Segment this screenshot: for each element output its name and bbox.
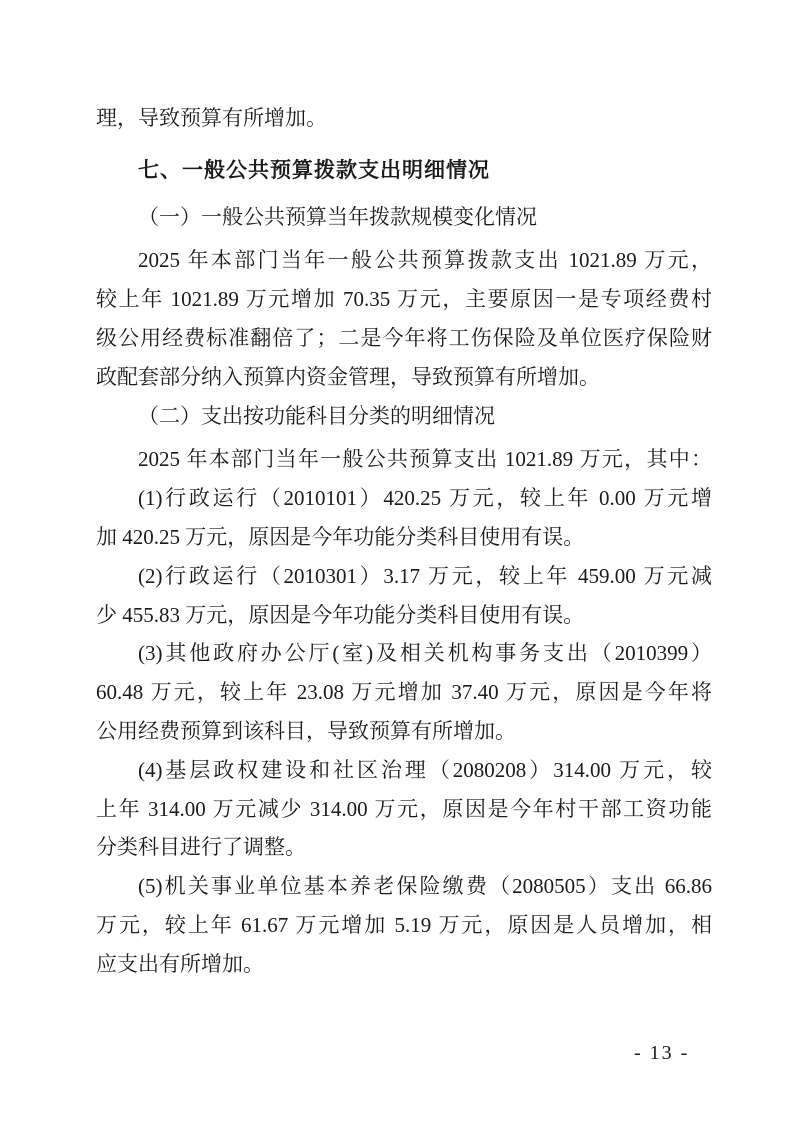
text-line: (3)其他政府办公厅(室)及相关机构事务支出（2010399） <box>138 641 712 666</box>
document-body <box>96 99 712 984</box>
page-number: - 13 - <box>634 1042 690 1064</box>
text-line: (1)行政运行（2010101）420.25 万元，较上年 0.00 万元增 <box>138 486 712 511</box>
section-heading-7 <box>96 152 712 191</box>
text-line: (5)机关事业单位基本养老保险缴费（2080505）支出 66.86 <box>138 874 712 899</box>
text-line: (4)基层政权建设和社区治理（2080208）314.00 万元，较 <box>138 757 712 782</box>
text-line: 2025 年本部门当年一般公共预算支出 1021.89 万元，其中： <box>138 447 712 472</box>
text-line: 少 455.83 万元，原因是今年功能分类科目使用有误。 <box>96 602 585 627</box>
text-line: 公用经费预算到该科目，导致预算有所增加。 <box>96 718 516 743</box>
text-line: 较上年 1021.89 万元增加 70.35 万元，主要原因一是专项经费村 <box>96 287 712 312</box>
list-item-3 <box>96 634 712 750</box>
subsection-heading-1 <box>96 198 712 237</box>
paragraph-budget-total <box>96 440 712 479</box>
text-line: 理，导致预算有所增加。 <box>96 106 327 130</box>
list-item-1 <box>96 479 712 557</box>
list-item-4 <box>96 751 712 867</box>
text-line: 分类科目进行了调整。 <box>96 835 306 860</box>
text-line: 万元，较上年 61.67 万元增加 5.19 万元，原因是人员增加，相 <box>96 912 712 937</box>
text-line: 加 420.25 万元，原因是今年功能分类科目使用有误。 <box>96 524 585 549</box>
text-line: 政配套部分纳入预算内资金管理，导致预算有所增加。 <box>96 364 600 389</box>
text-line: 2025 年本部门当年一般公共预算拨款支出 1021.89 万元， <box>138 248 712 273</box>
paragraph-continuation <box>96 99 712 138</box>
text-line: 应支出有所增加。 <box>96 951 264 976</box>
text-line: (2)行政运行（2010301）3.17 万元，较上年 459.00 万元减 <box>138 563 712 588</box>
text-line: 60.48 万元，较上年 23.08 万元增加 37.40 万元，原因是今年将 <box>96 680 712 705</box>
list-item-2 <box>96 557 712 635</box>
text-line: 级公用经费标准翻倍了；二是今年将工伤保险及单位医疗保险财 <box>96 325 712 350</box>
subsection-heading-text: （二）支出按功能科目分类的明细情况 <box>138 403 495 428</box>
subsection-heading-text: （一）一般公共预算当年拨款规模变化情况 <box>138 204 537 229</box>
subsection-heading-2 <box>96 397 712 436</box>
paragraph-allocation-scale <box>96 241 712 396</box>
list-item-5 <box>96 867 712 983</box>
section-heading-text: 七、一般公共预算拨款支出明细情况 <box>138 158 490 182</box>
text-line: 上年 314.00 万元减少 314.00 万元，原因是今年村干部工资功能 <box>96 796 712 821</box>
